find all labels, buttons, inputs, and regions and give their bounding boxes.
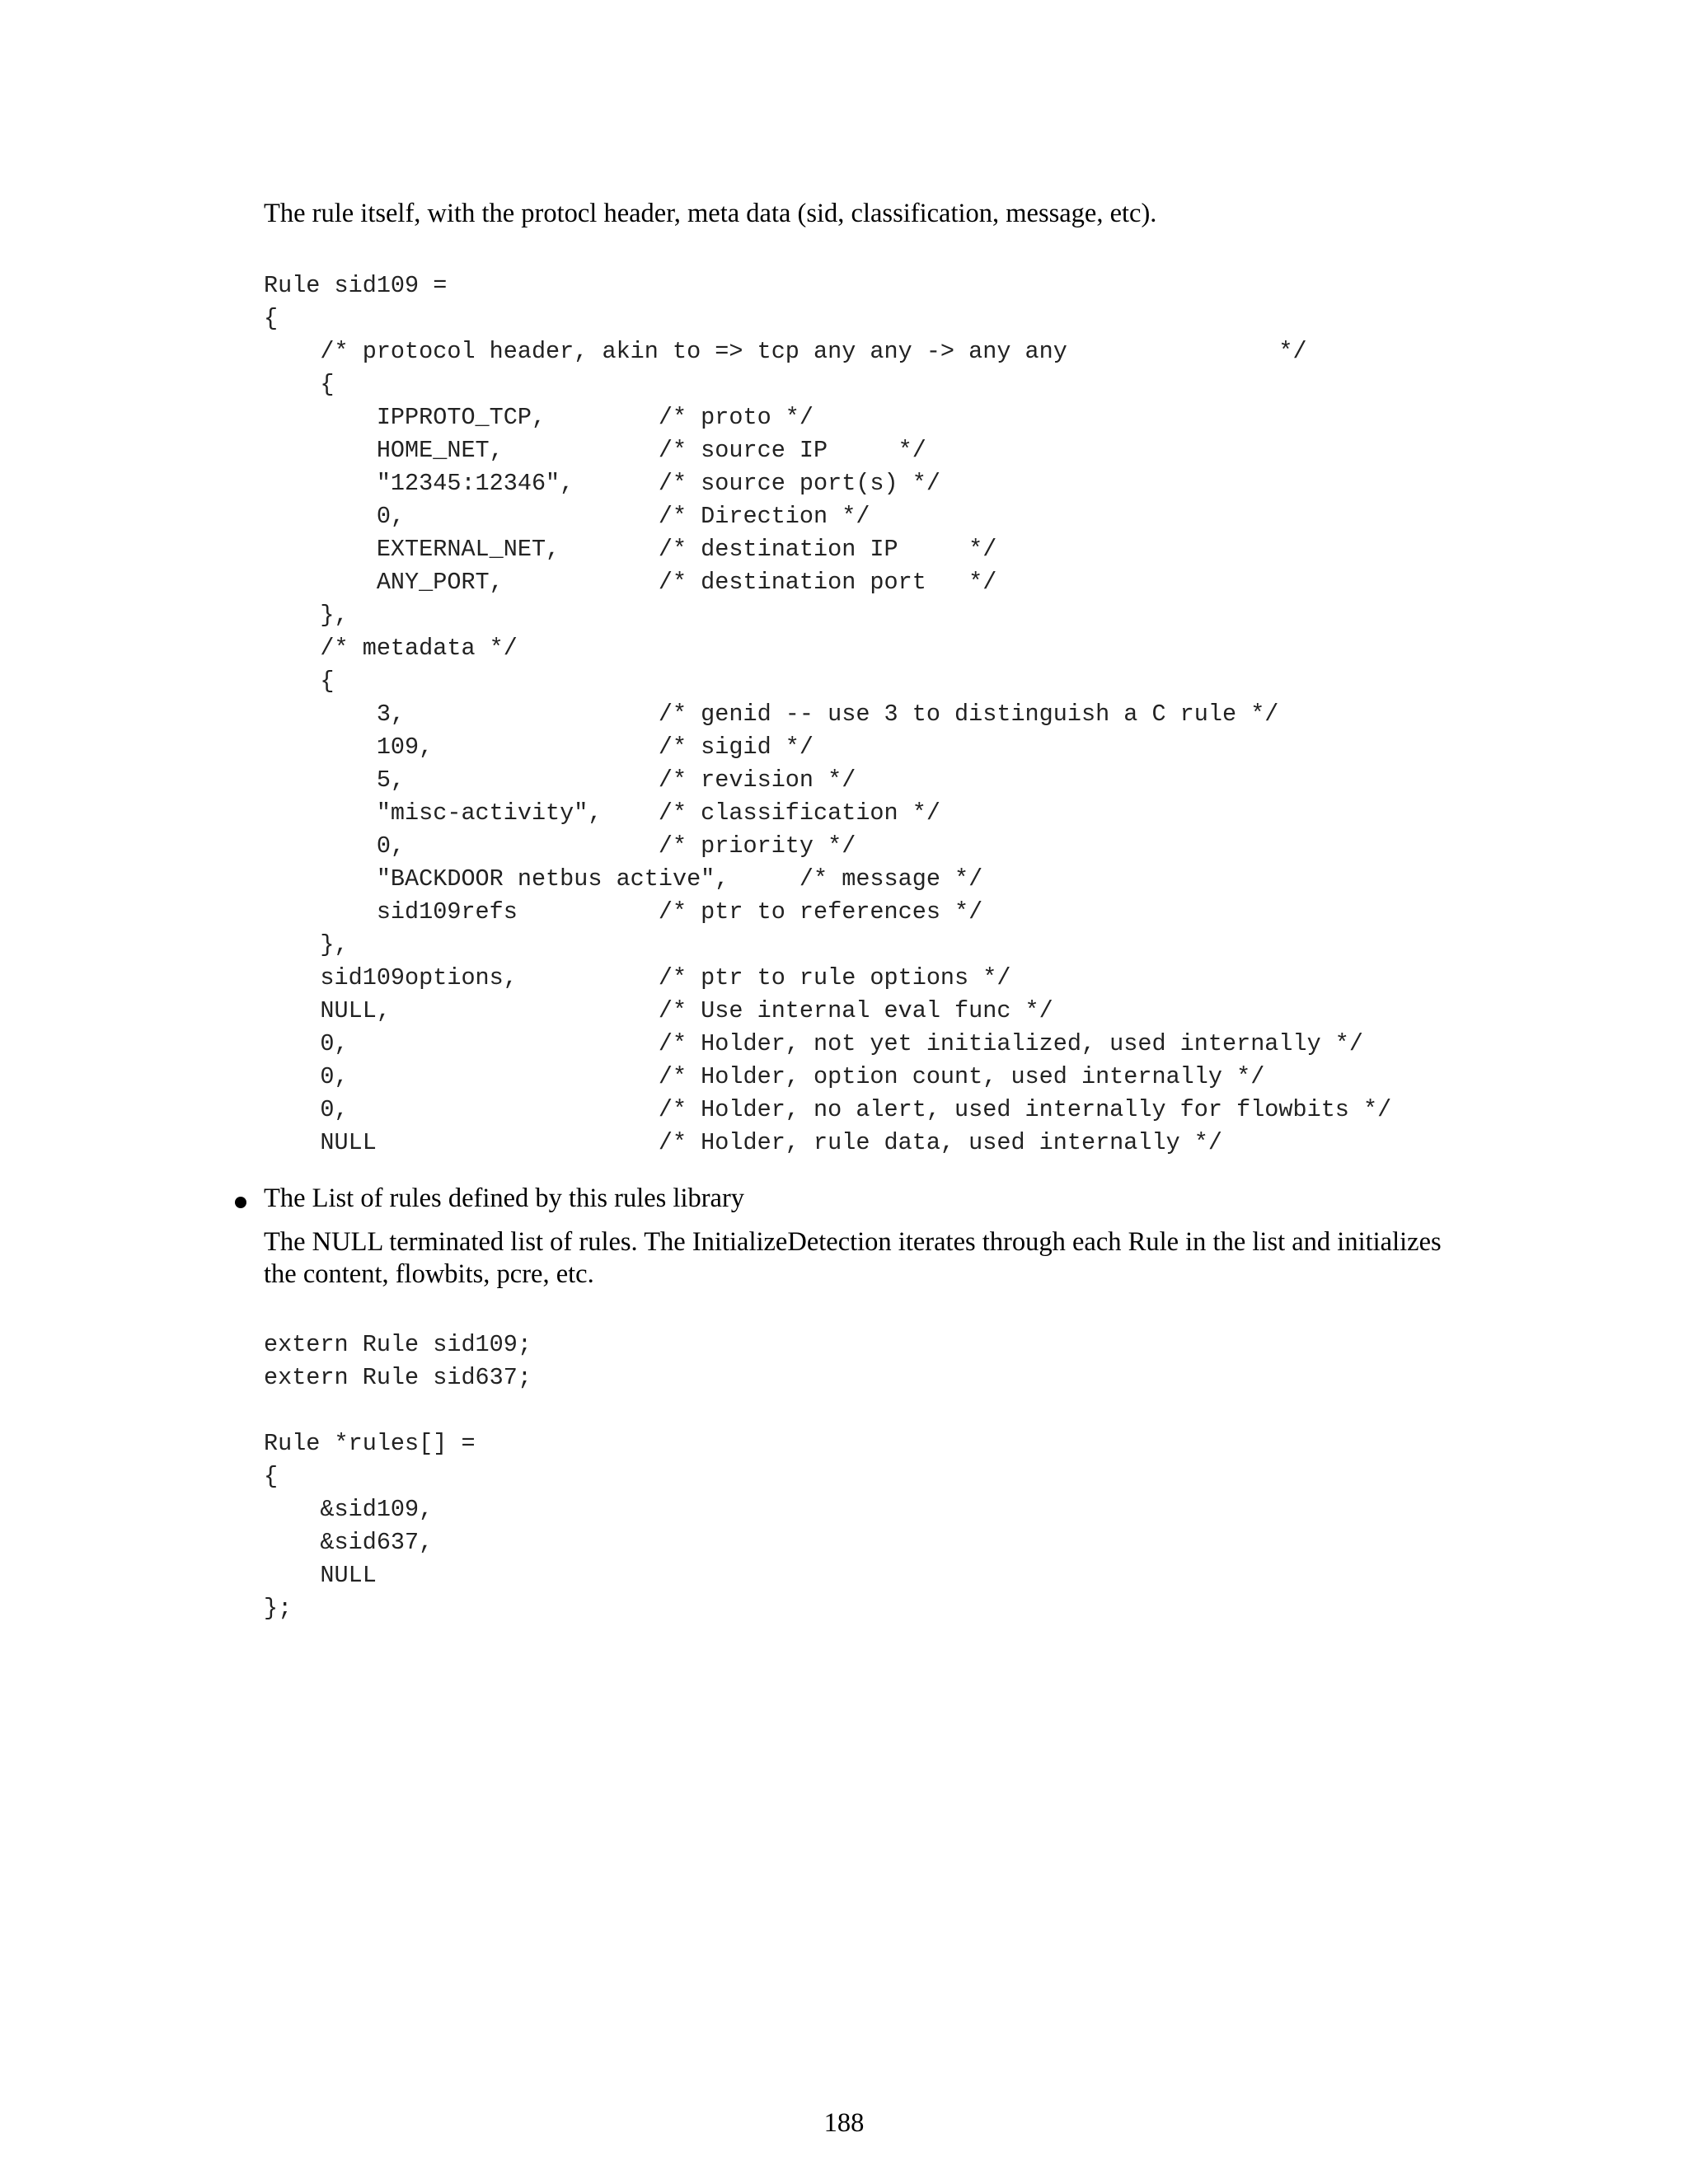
code-line: 0, /* Holder, no alert, used internally for flowbits */: [264, 1096, 1392, 1123]
code-line: &sid109,: [264, 1496, 434, 1523]
code-line: extern Rule sid637;: [264, 1364, 532, 1391]
code-line: EXTERNAL_NET, /* destination IP */: [264, 536, 997, 563]
code-line: 5, /* revision */: [264, 766, 856, 794]
code-line: HOME_NET, /* source IP */: [264, 437, 926, 464]
rule-code-block: [264, 269, 1391, 1160]
code-line: extern Rule sid109;: [264, 1331, 532, 1358]
code-line: "BACKDOOR netbus active", /* message */: [264, 865, 983, 893]
code-line: 0, /* priority */: [264, 832, 856, 860]
code-line: 0, /* Holder, option count, used internally */: [264, 1063, 1265, 1090]
code-line: "12345:12346", /* source port(s) */: [264, 470, 940, 497]
code-line: 3, /* genid -- use 3 to distinguish a C rule */: [264, 701, 1279, 728]
code-line: {: [264, 1463, 279, 1490]
code-line: /* metadata */: [264, 635, 518, 662]
code-line: {: [264, 668, 335, 695]
code-line: sid109options, /* ptr to rule options */: [264, 964, 1011, 991]
code-line: /* protocol header, akin to => tcp any any -> any any */: [264, 338, 1307, 365]
code-line: };: [264, 1595, 293, 1622]
code-line: 0, /* Direction */: [264, 503, 870, 530]
code-line: 0, /* Holder, not yet initialized, used internally */: [264, 1030, 1364, 1057]
code-line: ANY_PORT, /* destination port */: [264, 569, 997, 596]
code-line: NULL: [264, 1562, 377, 1589]
bullet-point: [235, 1197, 246, 1208]
code-line: &sid637,: [264, 1529, 434, 1556]
intro-paragraph: The rule itself, with the protocl header, meta data (sid, classification, message, etc).: [264, 199, 1157, 228]
code-line: NULL, /* Use internal eval func */: [264, 997, 1053, 1024]
bullet-item-title: The List of rules defined by this rules library: [264, 1183, 745, 1213]
code-line: 109, /* sigid */: [264, 733, 814, 761]
code-line: NULL /* Holder, rule data, used internally */: [264, 1129, 1222, 1156]
bullet-description-line-1: The NULL terminated list of rules. The InitializeDetection iterates through each Rule in the list and initializes: [264, 1227, 1442, 1257]
code-line: Rule *rules[] =: [264, 1430, 476, 1457]
code-line: "misc-activity", /* classification */: [264, 799, 940, 827]
page-number: 188: [823, 2108, 865, 2138]
code-line: [264, 1394, 532, 1427]
code-line: },: [264, 602, 349, 629]
bullet-description-line-2: the content, flowbits, pcre, etc.: [264, 1259, 594, 1289]
code-line: sid109refs /* ptr to references */: [264, 898, 983, 926]
code-line: },: [264, 931, 349, 958]
code-line: IPPROTO_TCP, /* proto */: [264, 404, 814, 431]
code-line: {: [264, 305, 279, 332]
code-line: Rule sid109 =: [264, 272, 448, 299]
rules-list-code-block: [264, 1329, 532, 1625]
code-line: {: [264, 371, 335, 398]
